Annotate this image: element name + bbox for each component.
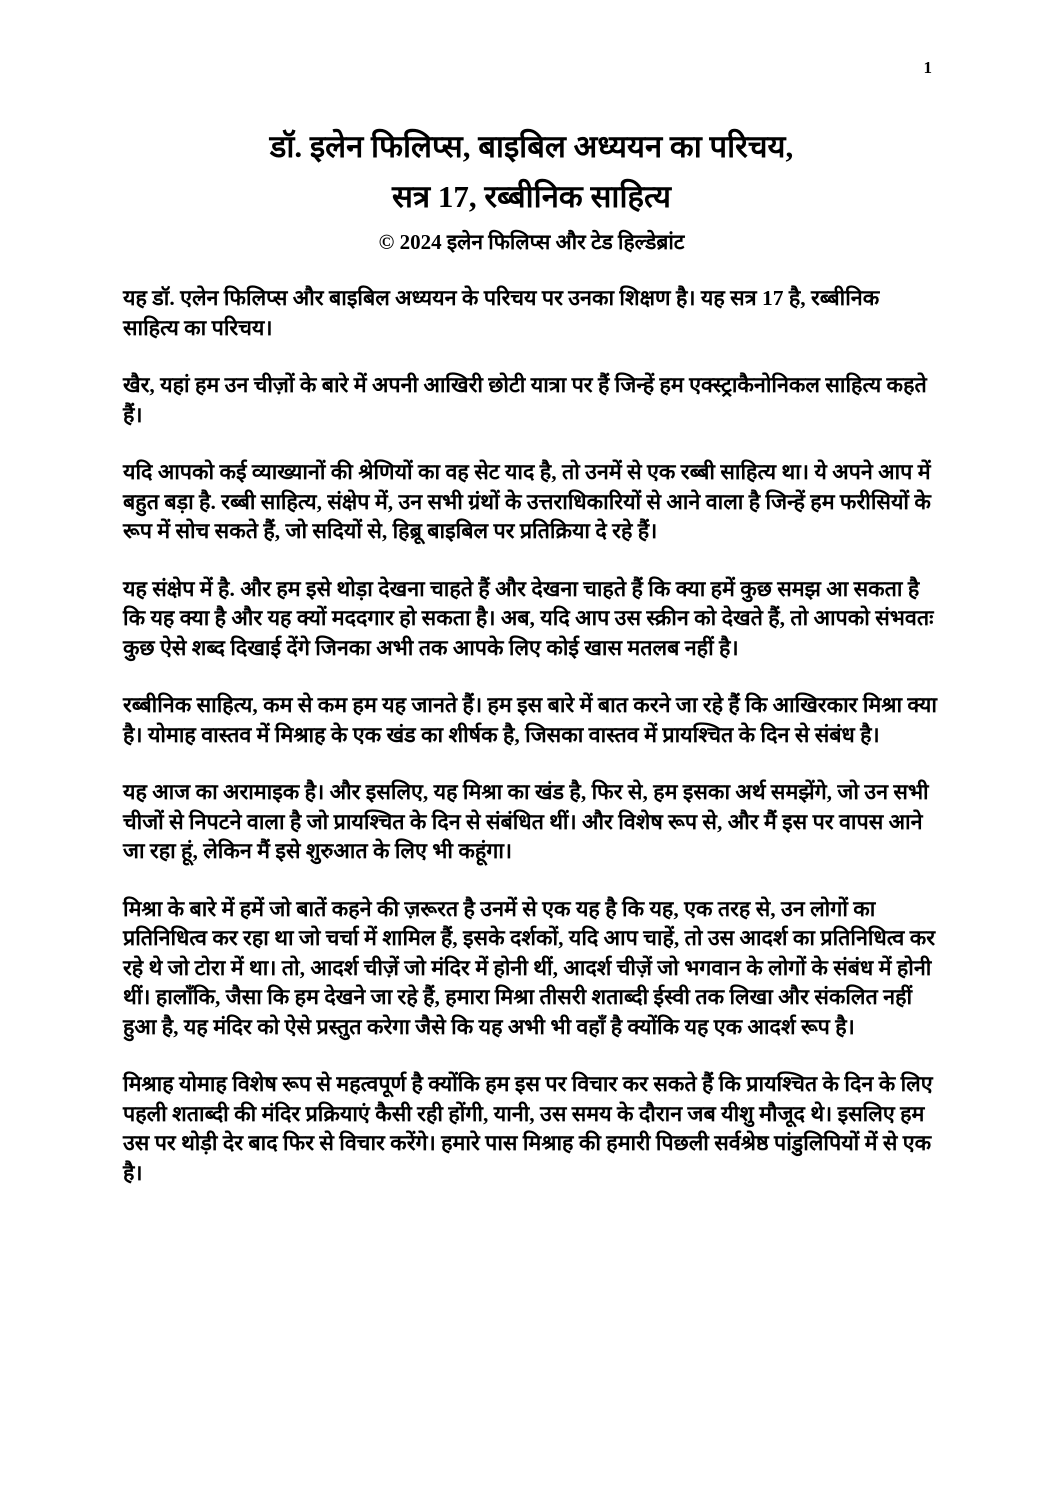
copyright-line: © 2024 इलेन फिलिप्स और टेड हिल्डेब्रांट — [378, 230, 685, 254]
paragraph: यह डॉ. एलेन फिलिप्स और बाइबिल अध्ययन के परिचय पर उनका शिक्षण है। यह सत्र 17 है, रब्बीनिक साहित्य का परिचय। — [123, 286, 880, 340]
document-title-line-1: डॉ. इलेन फिलिप्स, बाइबिल अध्ययन का परिचय, — [269, 129, 794, 164]
paragraph: खैर, यहां हम उन चीज़ों के बारे में अपनी आखिरी छोटी यात्रा पर हैं जिन्हें हम एक्स्ट्राकैनोनिकल साहित्य कहते हैं। — [123, 373, 927, 427]
paragraph: यह संक्षेप में है. और हम इसे थोड़ा देखना चाहते हैं और देखना चाहते हैं कि क्या हमें कुछ समझ आ सकता है कि यह क्या है और यह क्यों मददगार हो सकता है। अब, यदि आप उस स्क्रीन को देखते हैं, तो आपको संभवतः कुछ ऐसे शब्द दिखाई देंगे जिनका अभी तक आपके लिए कोई खास मतलब नहीं है। — [123, 576, 934, 660]
paragraph: मिश्राह योमाह विशेष रूप से महत्वपूर्ण है क्योंकि हम इस पर विचार कर सकते हैं कि प्रायश्चित के दिन के लिए पहली शताब्दी की मंदिर प्रक्रियाएं कैसी रही होंगी, यानी, उस समय के दौरान जब यीशु मौजूद थे। इसलिए हम उस पर थोड़ी देर बाद फिर से विचार करेंगे। हमारे पास मिश्राह की हमारी पिछली सर्वश्रेष्ठ पांडुलिपियों में से एक है। — [123, 1072, 933, 1185]
page-number: 1 — [923, 58, 932, 77]
paragraph: यह आज का अरामाइक है। और इसलिए, यह मिश्रा का खंड है, फिर से, हम इसका अर्थ समझेंगे, जो उन सभी चीजों से निपटने वाला है जो प्रायश्चित के दिन से संबंधित थीं। और विशेष रूप से, और मैं इस पर वापस आने जा रहा हूं, लेकिन मैं इसे शुरुआत के लिए भी कहूंगा। — [123, 780, 929, 863]
document-title-line-2: सत्र 17, रब्बीनिक साहित्य — [392, 179, 671, 214]
document-body — [123, 284, 940, 1188]
paragraph: मिश्रा के बारे में हमें जो बातें कहने की ज़रूरत है उनमें से एक यह है कि यह, एक तरह से, उन लोगों का प्रतिनिधित्व कर रहा था जो चर्चा में शामिल हैं, इसके दर्शकों, यदि आप चाहें, तो उस आदर्श का प्रतिनिधित्व कर रहे थे जो टोरा में था। तो, आदर्श चीज़ें जो मंदिर में होनी थीं, आदर्श चीज़ें जो भगवान के लोगों के संबंध में होनी थीं। हालाँकि, जैसा कि हम देखने जा रहे हैं, हमारा मिश्रा तीसरी शताब्दी ईस्वी तक लिखा और संकलित नहीं हुआ है, यह मंदिर को ऐसे प्रस्तुत करेगा जैसे कि यह अभी भी वहाँ है क्योंकि यह एक आदर्श रूप है। — [123, 896, 936, 1039]
paragraph: रब्बीनिक साहित्य, कम से कम हम यह जानते हैं। हम इस बारे में बात करने जा रहे हैं कि आखिरकार मिश्रा क्या है। योमाह वास्तव में मिश्राह के एक खंड का शीर्षक है, जिसका वास्तव में प्रायश्चित के दिन से संबंध है। — [123, 693, 937, 747]
paragraph: यदि आपको कई व्याख्यानों की श्रेणियों का वह सेट याद है, तो उनमें से एक रब्बी साहित्य था। ये अपने आप में बहुत बड़ा है. रब्बी साहित्य, संक्षेप में, उन सभी ग्रंथों के उत्तराधिकारियों से आने वाला है जिन्हें हम फरीसियों के रूप में सोच सकते हैं, जो सदियों से, हिब्रू बाइबिल पर प्रतिक्रिया दे रहे हैं। — [123, 460, 931, 543]
document-title — [123, 0, 940, 222]
